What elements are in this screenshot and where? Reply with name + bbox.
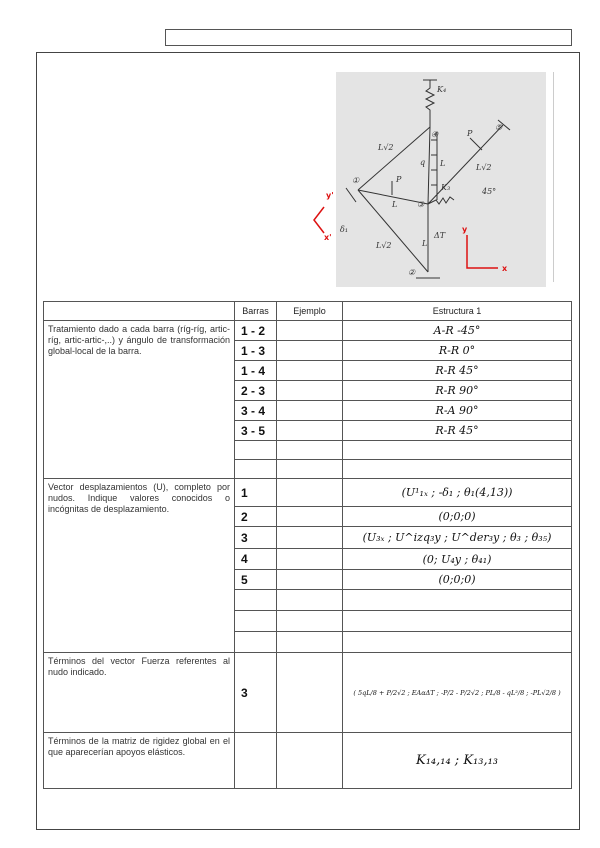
label-l-low: L xyxy=(422,239,428,248)
label-l-col: L xyxy=(440,159,446,168)
answer-cell[interactable] xyxy=(343,460,572,479)
answer-cell[interactable] xyxy=(343,590,572,611)
divider-line xyxy=(553,72,554,282)
answer-cell[interactable]: ( 5qL/8 + P/2√2 ; EAαΔT ; -P/2 - P/2√2 ; PL/8 - qL²/8 ; -PL√2/8 ) xyxy=(343,653,572,733)
ejemplo-cell xyxy=(277,733,343,789)
header-ejemplo: Ejemplo xyxy=(277,302,343,321)
answer-cell[interactable]: R-R 0° xyxy=(343,341,572,361)
ejemplo-cell xyxy=(277,361,343,381)
answer-cell[interactable]: R-R 90° xyxy=(343,381,572,401)
ejemplo-cell xyxy=(277,527,343,549)
answer-cell[interactable]: R-A 90° xyxy=(343,401,572,421)
answer-table xyxy=(43,301,572,789)
label-p1: P xyxy=(396,175,402,184)
label-y: y xyxy=(462,225,468,234)
name-field[interactable] xyxy=(165,29,572,46)
barra-cell: 1 - 3 xyxy=(235,341,277,361)
label-l-bottom: L√2 xyxy=(376,241,392,250)
header-row xyxy=(44,302,572,321)
barra-cell: 1 xyxy=(235,479,277,507)
ejemplo-cell xyxy=(277,632,343,653)
ejemplo-cell xyxy=(277,549,343,570)
table-row xyxy=(44,321,572,341)
label-l-right: L√2 xyxy=(476,163,492,172)
ejemplo-cell xyxy=(277,381,343,401)
barra-cell xyxy=(235,441,277,460)
section-4-description: Términos de la matriz de rigidez global en el que aparecerían apoyos elásticos. xyxy=(44,733,235,789)
label-xp: x' xyxy=(324,233,332,242)
table-row xyxy=(44,653,572,733)
local-axes xyxy=(314,207,324,233)
section-3-description: Términos del vector Fuerza referentes al nudo indicado. xyxy=(44,653,235,733)
ejemplo-cell xyxy=(277,421,343,441)
barra-cell: 5 xyxy=(235,570,277,590)
label-l-mid: L xyxy=(392,200,398,209)
label-yp: y' xyxy=(326,191,334,200)
label-node-3: ③ xyxy=(417,200,425,209)
label-angle: 45° xyxy=(482,187,497,196)
label-node-4: ④ xyxy=(431,130,439,139)
header-barras: Barras xyxy=(235,302,277,321)
label-k4: K₄ xyxy=(437,85,447,94)
figure-background xyxy=(336,72,546,287)
answer-cell[interactable]: (U¹₁ₓ ; -δ₁ ; θ₁(4,13)) xyxy=(343,479,572,507)
answer-cell[interactable]: (0;0;0) xyxy=(343,507,572,527)
barra-cell: 3 xyxy=(235,653,277,733)
ejemplo-cell xyxy=(277,653,343,733)
answer-cell[interactable]: A-R -45° xyxy=(343,321,572,341)
label-node-2: ② xyxy=(408,268,416,277)
barra-cell xyxy=(235,611,277,632)
answer-cell[interactable]: R-R 45° xyxy=(343,361,572,381)
label-x: x xyxy=(502,264,508,273)
barra-cell: 1 - 4 xyxy=(235,361,277,381)
answer-cell[interactable] xyxy=(343,611,572,632)
label-p2: P xyxy=(467,129,473,138)
ejemplo-cell xyxy=(277,321,343,341)
barra-cell: 2 - 3 xyxy=(235,381,277,401)
label-node-5: ⑤ xyxy=(495,123,503,132)
barra-cell: 3 xyxy=(235,527,277,549)
answer-cell[interactable] xyxy=(343,632,572,653)
section-1-description: Tratamiento dado a cada barra (ríg-ríg, artic-ríg, artic-artic-,..) y ángulo de transformación global-local de la barra. xyxy=(44,321,235,479)
ejemplo-cell xyxy=(277,441,343,460)
barra-cell xyxy=(235,460,277,479)
barra-cell xyxy=(235,632,277,653)
table-row xyxy=(44,733,572,789)
label-dt: ΔT xyxy=(434,231,446,240)
ejemplo-cell xyxy=(277,570,343,590)
ejemplo-cell xyxy=(277,341,343,361)
structure-figure xyxy=(300,70,550,290)
section-2-description: Vector desplazamientos (U), completo por nudos. Indique valores conocidos o incógnitas de desplazamiento. xyxy=(44,479,235,653)
ejemplo-cell xyxy=(277,611,343,632)
ejemplo-cell xyxy=(277,401,343,421)
ejemplo-cell xyxy=(277,507,343,527)
label-l-top: L√2 xyxy=(378,143,394,152)
answer-cell[interactable] xyxy=(343,441,572,460)
barra-cell: 1 - 2 xyxy=(235,321,277,341)
answer-cell[interactable]: (U₃ₓ ; U^izq₃y ; U^der₃y ; θ₃ ; θ₃₅) xyxy=(343,527,572,549)
header-estructura: Estructura 1 xyxy=(343,302,572,321)
barra-cell: 4 xyxy=(235,549,277,570)
answer-cell[interactable]: (0; U₄y ; θ₄₁) xyxy=(343,549,572,570)
answer-cell[interactable]: R-R 45° xyxy=(343,421,572,441)
label-d1: δ₁ xyxy=(340,225,349,234)
barra-cell: 2 xyxy=(235,507,277,527)
header-blank xyxy=(44,302,235,321)
barra-cell: 3 - 4 xyxy=(235,401,277,421)
label-node-1: ① xyxy=(352,176,360,185)
ejemplo-cell xyxy=(277,590,343,611)
answer-cell[interactable]: (0;0;0) xyxy=(343,570,572,590)
answer-cell[interactable]: K₁₄,₁₄ ; K₁₃,₁₃ xyxy=(343,733,572,789)
barra-cell xyxy=(235,733,277,789)
ejemplo-cell xyxy=(277,460,343,479)
label-q: q xyxy=(420,158,426,167)
ejemplo-cell xyxy=(277,479,343,507)
barra-cell xyxy=(235,590,277,611)
label-k3: K₃ xyxy=(441,183,451,192)
table-row xyxy=(44,479,572,507)
barra-cell: 3 - 5 xyxy=(235,421,277,441)
